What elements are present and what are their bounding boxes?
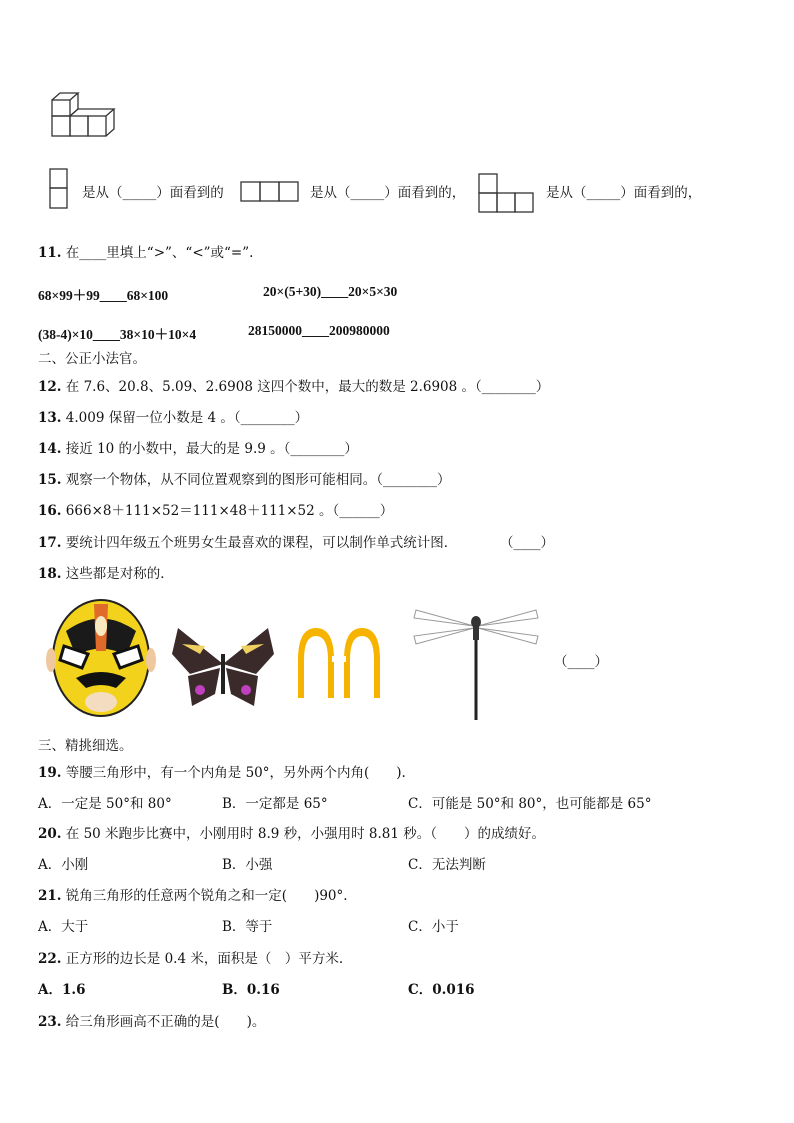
question-number: 11. (38, 245, 62, 261)
question-text: 要统计四年级五个班男女生最喜欢的课程，可以制作单式统计图． (65, 535, 458, 551)
option-c[interactable]: C．无法判断 (408, 857, 486, 873)
view-prefix: 是从（ (82, 185, 123, 201)
question-22 (38, 947, 343, 967)
question-number: 23. (38, 1014, 62, 1030)
question-11 (38, 241, 253, 261)
question-number: 14. (38, 441, 62, 457)
question-23 (38, 1010, 265, 1030)
cube-stack-figure (48, 90, 120, 140)
view-suffix: ）面看到的 (156, 185, 224, 201)
question-text: 在 50 米跑步比赛中，小刚用时 8.9 秒，小强用时 8.81 秒。（ ）的成绩好。 (65, 826, 545, 842)
question-number: 21. (38, 888, 62, 904)
option-a[interactable]: A．1.6 (38, 982, 86, 998)
option-b[interactable]: B．0.16 (222, 982, 280, 998)
question-text: 在____里填上“>”、“<”或“=”. (65, 245, 254, 261)
answer-blank[interactable]: （____） (500, 535, 554, 551)
question-13 (38, 406, 308, 426)
question-text: 这些都是对称的． (65, 566, 174, 582)
question-12 (38, 375, 549, 395)
section-title: 三、精挑细选。 (38, 738, 133, 754)
option-b[interactable]: B．等于 (222, 919, 273, 935)
question-text: 给三角形画高不正确的是( )。 (65, 1014, 266, 1030)
option-b[interactable]: B．一定都是 65° (222, 796, 328, 812)
view-prefix: 是从（ (310, 185, 351, 201)
mcdonalds-logo-image (296, 626, 382, 700)
question-number: 16. (38, 503, 62, 519)
butterfly-image (170, 624, 276, 714)
question-14 (38, 437, 358, 457)
question-text[interactable]: 观察一个物体，从不同位置观察到的图形可能相同。（________） (65, 472, 451, 488)
view-suffix: ）面看到的， (620, 185, 702, 201)
question-18 (38, 562, 174, 582)
question-text[interactable]: 666×8＋111×52＝111×48＋111×52 。（______） (65, 503, 394, 519)
opera-mask-image (46, 596, 156, 720)
question-text[interactable]: 接近 10 的小数中，最大的是 9.9 。（________） (65, 441, 358, 457)
question-text[interactable]: 在 7.6、20.8、5.09、2.6908 这四个数中，最大的数是 2.6908 。（________） (65, 379, 550, 395)
view-shape-L (477, 172, 537, 214)
view-shape-row (240, 181, 300, 203)
question-text: 锐角三角形的任意两个锐角之和一定( )90°. (65, 888, 348, 904)
dragonfly-image (410, 604, 542, 722)
section-title: 二、公正小法官。 (38, 351, 146, 367)
compare-item[interactable]: 28150000____200980000 (248, 323, 390, 338)
view-question-3 (546, 181, 701, 201)
view-shape-vertical (49, 168, 69, 210)
answer-blank[interactable]: _____ (586, 185, 621, 201)
compare-item[interactable]: 20×(5+30)____20×5×30 (263, 284, 398, 299)
question-text[interactable]: 4.009 保留一位小数是 4 。（________） (65, 410, 309, 426)
question-15 (38, 468, 451, 488)
view-suffix: ）面看到的， (384, 185, 466, 201)
option-b[interactable]: B．小强 (222, 857, 273, 873)
question-21 (38, 884, 348, 904)
option-c[interactable]: C．0.016 (408, 982, 475, 998)
question-text: 等腰三角形中，有一个内角是 50°，另外两个内角( ). (65, 765, 406, 781)
question-20 (38, 822, 545, 842)
question-number: 12. (38, 379, 62, 395)
question-text: 正方形的边长是 0.4 米，面积是（ ）平方米. (65, 951, 344, 967)
option-c[interactable]: C．小于 (408, 919, 459, 935)
view-question-1 (82, 181, 224, 201)
compare-item[interactable]: 68×99＋99____68×100 (38, 288, 169, 303)
option-a[interactable]: A．一定是 50°和 80° (38, 796, 172, 812)
view-prefix: 是从（ (546, 185, 587, 201)
question-number: 17. (38, 535, 62, 551)
answer-blank[interactable]: _____ (122, 185, 157, 201)
question-number: 20. (38, 826, 62, 842)
option-a[interactable]: A．小刚 (38, 857, 89, 873)
question-17 (38, 531, 457, 551)
question-19 (38, 761, 406, 781)
option-c[interactable]: C．可能是 50°和 80°，也可能都是 65° (408, 796, 652, 812)
compare-item[interactable]: (38-4)×10____38×10＋10×4 (38, 327, 197, 342)
option-a[interactable]: A．大于 (38, 919, 89, 935)
answer-blank[interactable]: _____ (350, 185, 385, 201)
question-number: 13. (38, 410, 62, 426)
question-16 (38, 499, 393, 519)
question-number: 19. (38, 765, 62, 781)
answer-blank[interactable]: （____） (554, 654, 608, 670)
question-number: 18. (38, 566, 62, 582)
question-number: 15. (38, 472, 62, 488)
view-question-2 (310, 181, 465, 201)
question-number: 22. (38, 951, 62, 967)
